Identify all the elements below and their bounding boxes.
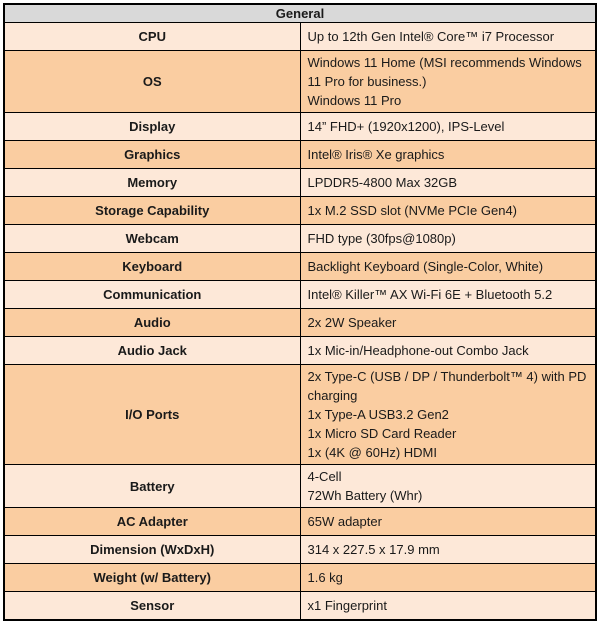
spec-label: CPU [4,23,300,51]
spec-label: Weight (w/ Battery) [4,564,300,592]
spec-label: Battery [4,465,300,508]
spec-value-line: 2x Type-C (USB / DP / Thunderbolt™ 4) with PD charging [307,369,587,403]
spec-label: I/O Ports [4,365,300,465]
spec-value-line: 72Wh Battery (Whr) [307,488,423,503]
spec-value-line: 314 x 227.5 x 17.9 mm [307,542,440,557]
table-row [4,113,596,141]
general-spec-table [3,3,597,621]
table-row [4,169,596,197]
table-row [4,23,596,51]
table-row [4,592,596,620]
spec-value-line: 65W adapter [307,514,382,529]
table-row [4,309,596,337]
spec-value [300,23,596,51]
spec-label: Sensor [4,592,300,620]
table-row [4,564,596,592]
spec-value [300,225,596,253]
table-header-row [4,4,596,23]
spec-value-line: Windows 11 Pro [307,93,402,108]
spec-label: AC Adapter [4,508,300,536]
table-title: General [4,4,596,23]
spec-value [300,337,596,365]
spec-label: Storage Capability [4,197,300,225]
spec-label: Communication [4,281,300,309]
table-row [4,253,596,281]
spec-value-line: x1 Fingerprint [307,597,387,613]
spec-value [300,564,596,592]
spec-value [300,508,596,536]
spec-value-line: Backlight Keyboard (Single-Color, White) [307,259,544,274]
spec-value [300,592,596,620]
spec-label: Audio [4,309,300,337]
spec-label: Audio Jack [4,337,300,365]
table-row [4,465,596,508]
table-row [4,365,596,465]
spec-label: Dimension (WxDxH) [4,536,300,564]
spec-value [300,113,596,141]
spec-rows-body [4,23,596,620]
table-row [4,225,596,253]
spec-label: Display [4,113,300,141]
spec-value-line: Intel® Killer™ AX Wi-Fi 6E + Bluetooth 5.2 [307,287,553,302]
spec-label: Memory [4,169,300,197]
spec-value-line: 14” FHD+ (1920x1200), IPS-Level [307,119,505,134]
table-row [4,51,596,113]
spec-value [300,365,596,465]
spec-value-line: LPDDR5-4800 Max 32GB [307,175,458,190]
table-row [4,281,596,309]
table-row [4,141,596,169]
spec-value [300,309,596,337]
spec-value-line: 1.6 kg [307,570,343,585]
table-row [4,536,596,564]
spec-value-line: 4-Cell [307,469,342,484]
spec-value-line: 2x 2W Speaker [307,315,397,330]
spec-value [300,51,596,113]
spec-value-line: Up to 12th Gen Intel® Core™ i7 Processor [307,29,555,44]
table-row [4,508,596,536]
spec-value [300,141,596,169]
spec-label: Graphics [4,141,300,169]
table-row [4,197,596,225]
spec-label: Keyboard [4,253,300,281]
table-row [4,337,596,365]
spec-value [300,281,596,309]
spec-value-line: 1x Type-A USB3.2 Gen2 [307,407,449,422]
spec-value-line: 1x (4K @ 60Hz) HDMI [307,445,437,460]
spec-value-line: 1x Micro SD Card Reader [307,426,457,441]
spec-value [300,169,596,197]
spec-value [300,197,596,225]
spec-value-line: 1x Mic-in/Headphone-out Combo Jack [307,343,529,358]
spec-value-line: Windows 11 Home (MSI recommends Windows 11 Pro for business.) [307,55,582,89]
spec-value [300,253,596,281]
spec-label: OS [4,51,300,113]
spec-value [300,536,596,564]
spec-value-line: 1x M.2 SSD slot (NVMe PCIe Gen4) [307,203,518,218]
spec-value-line: FHD type (30fps@1080p) [307,231,456,246]
spec-value-line: Intel® Iris® Xe graphics [307,147,445,162]
spec-label: Webcam [4,225,300,253]
spec-value [300,465,596,508]
